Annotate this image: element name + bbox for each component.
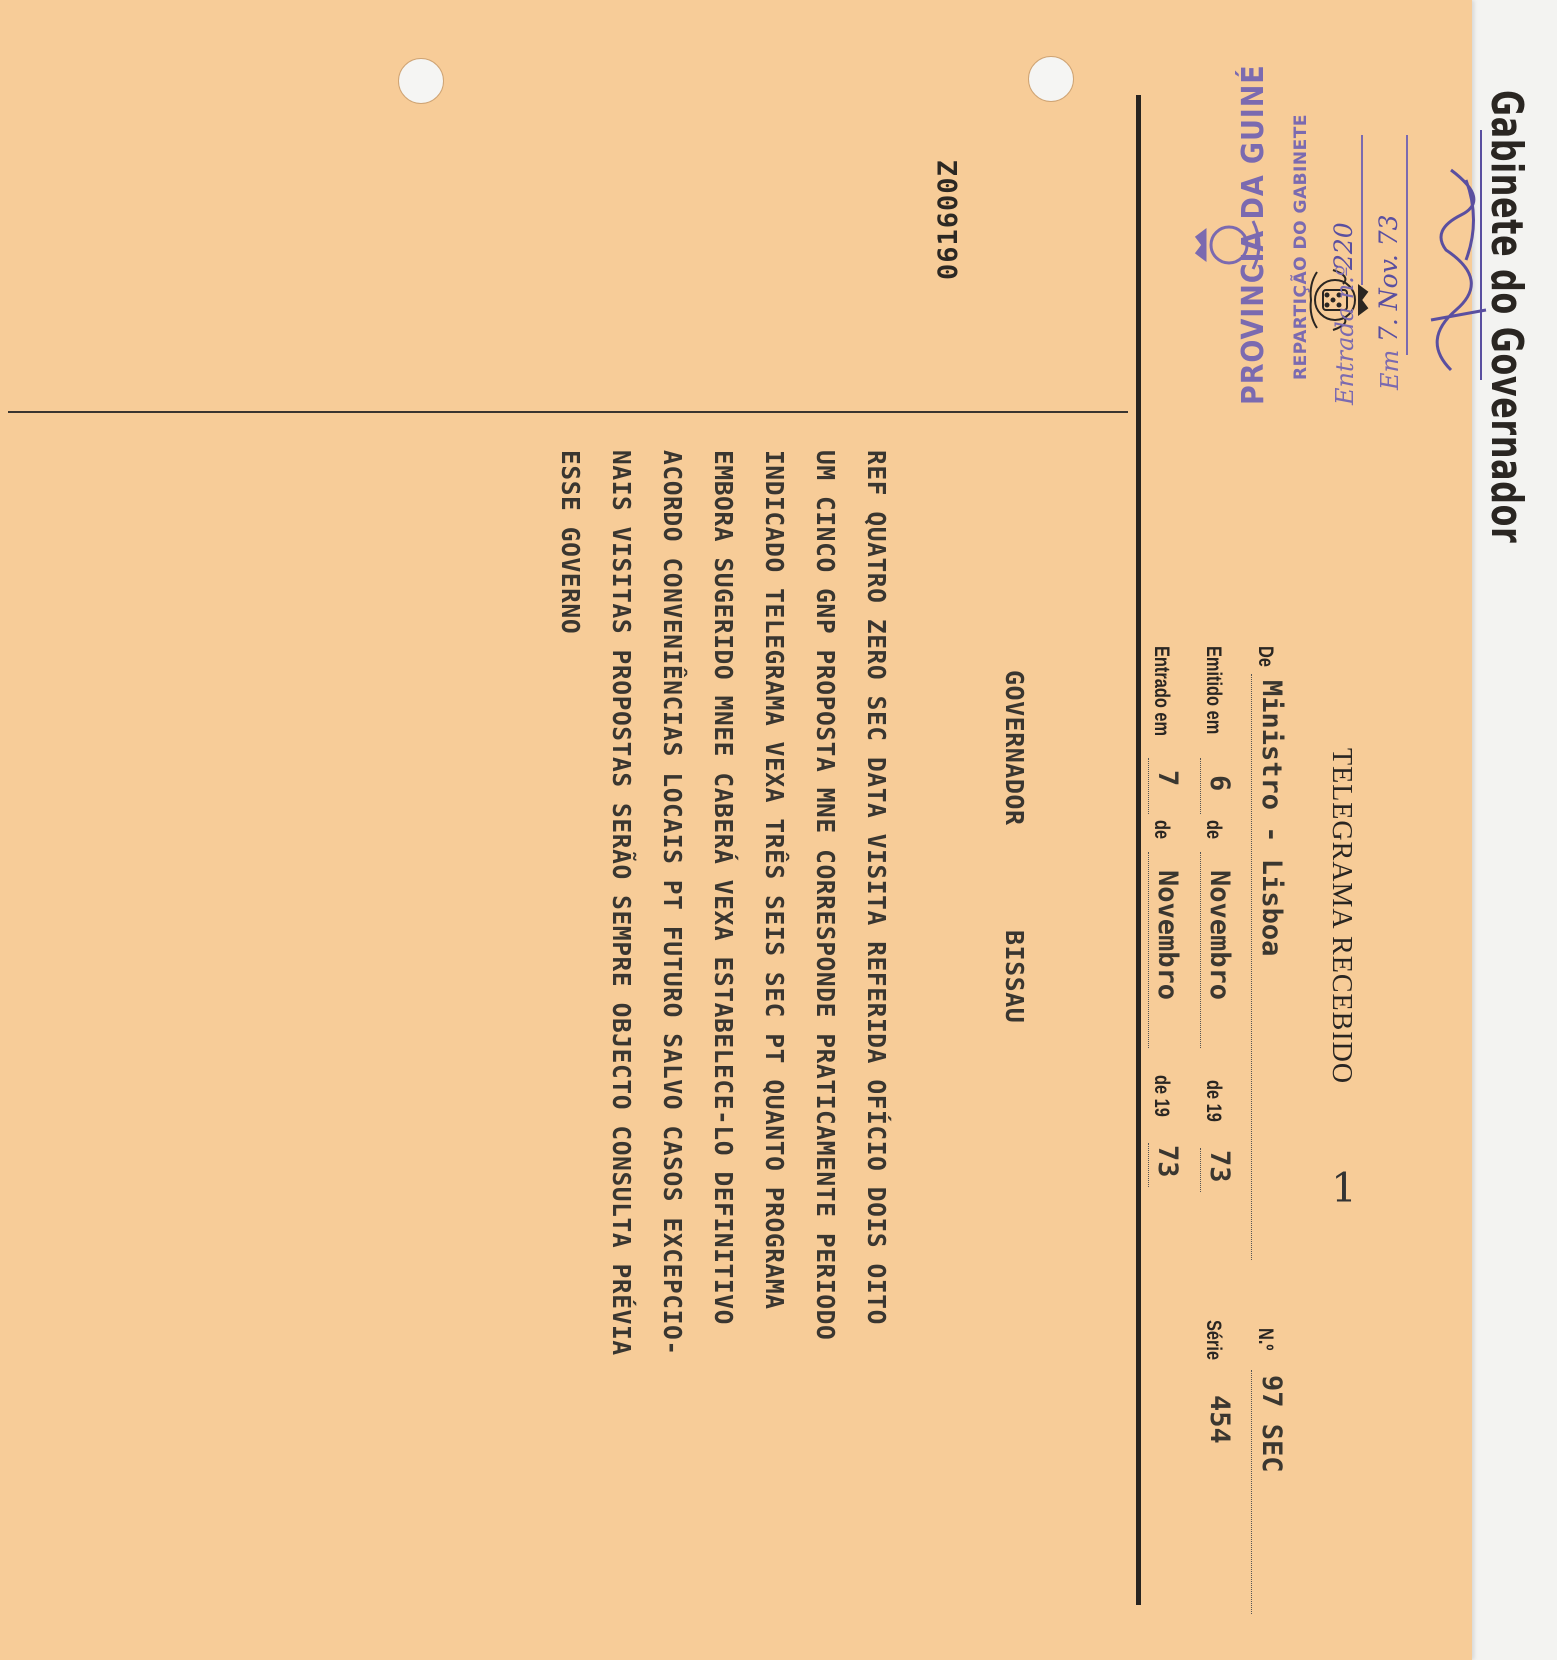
entered-year: 73 bbox=[1152, 1145, 1183, 1178]
stamp-date-line bbox=[1406, 135, 1408, 355]
handwritten-signature bbox=[1411, 120, 1501, 380]
stamp-date-label: Em bbox=[1376, 349, 1404, 390]
telegram-heading: TELEGRAMA RECEBIDO bbox=[1326, 748, 1357, 1085]
number-label: N.º bbox=[1254, 1328, 1277, 1351]
from-label: De bbox=[1254, 646, 1277, 667]
stamp-entry-label: Entrada n.º bbox=[1331, 264, 1359, 405]
body-line: ACORDO CONVENIÊNCIAS LOCAIS PT FUTURO SALVO CASOS EXCEPCIO- bbox=[658, 450, 687, 1356]
recipient-city: BISSAU bbox=[1000, 930, 1029, 1024]
reference-code: 061600Z bbox=[933, 159, 964, 280]
issued-day: 6 bbox=[1204, 775, 1235, 792]
body-line: EMBORA SUGERIDO MNEE CABERÁ VEXA ESTABELECE-LO DEFINITIVO bbox=[709, 450, 738, 1325]
issued-year-label: de 19 bbox=[1202, 1080, 1225, 1122]
stamp-entry-value: 220 bbox=[1329, 222, 1358, 270]
issued-label: Emitido em bbox=[1202, 646, 1225, 735]
body-line: REF QUATRO ZERO SEC DATA VISITA REFERIDA OFÍCIO DOIS OITO bbox=[862, 450, 891, 1325]
page-title: Gabinete do Governador bbox=[1481, 90, 1532, 544]
issued-month: Novembro bbox=[1204, 870, 1235, 1001]
issued-year: 73 bbox=[1204, 1150, 1235, 1183]
page-mark: 1 bbox=[1331, 1165, 1357, 1212]
series-value: 454 bbox=[1204, 1395, 1235, 1444]
body-line: NAIS VISITAS PROPOSTAS SERÃO SEMPRE OBJECTO CONSULTA PRÉVIA bbox=[607, 450, 636, 1356]
from-value: Ministro - Lisboa bbox=[1256, 680, 1287, 957]
recipient: GOVERNADOR bbox=[1000, 670, 1029, 826]
entered-day: 7 bbox=[1152, 770, 1183, 787]
body-line: ESSE GOVERNO bbox=[556, 450, 585, 635]
stamp-province: PROVINCIA DA GUINÉ bbox=[1236, 64, 1271, 405]
number-value: 97 SEC bbox=[1256, 1375, 1287, 1473]
entered-year-label: de 19 bbox=[1150, 1075, 1173, 1117]
stamp-entry-line bbox=[1361, 135, 1363, 285]
body-line: UM CINCO GNP PROPOSTA MNE CORRESPONDE PRATICAMENTE PERIODO bbox=[811, 450, 840, 1341]
body-line: INDICADO TELEGRAMA VEXA TRÊS SEIS SEC PT QUANTO PROGRAMA bbox=[760, 450, 789, 1310]
entered-of-label: de bbox=[1150, 820, 1173, 840]
issued-of-label: de bbox=[1202, 820, 1225, 840]
stamp-department: REPARTIÇÃO DO GABINETE bbox=[1291, 114, 1311, 380]
series-label: Série bbox=[1202, 1320, 1225, 1361]
entered-month: Novembro bbox=[1152, 870, 1183, 1001]
stamp-date-value: 7. Nov. 73 bbox=[1374, 214, 1403, 342]
entered-label: Entrado em bbox=[1150, 646, 1173, 737]
entry-stamp bbox=[1, 0, 1557, 1660]
